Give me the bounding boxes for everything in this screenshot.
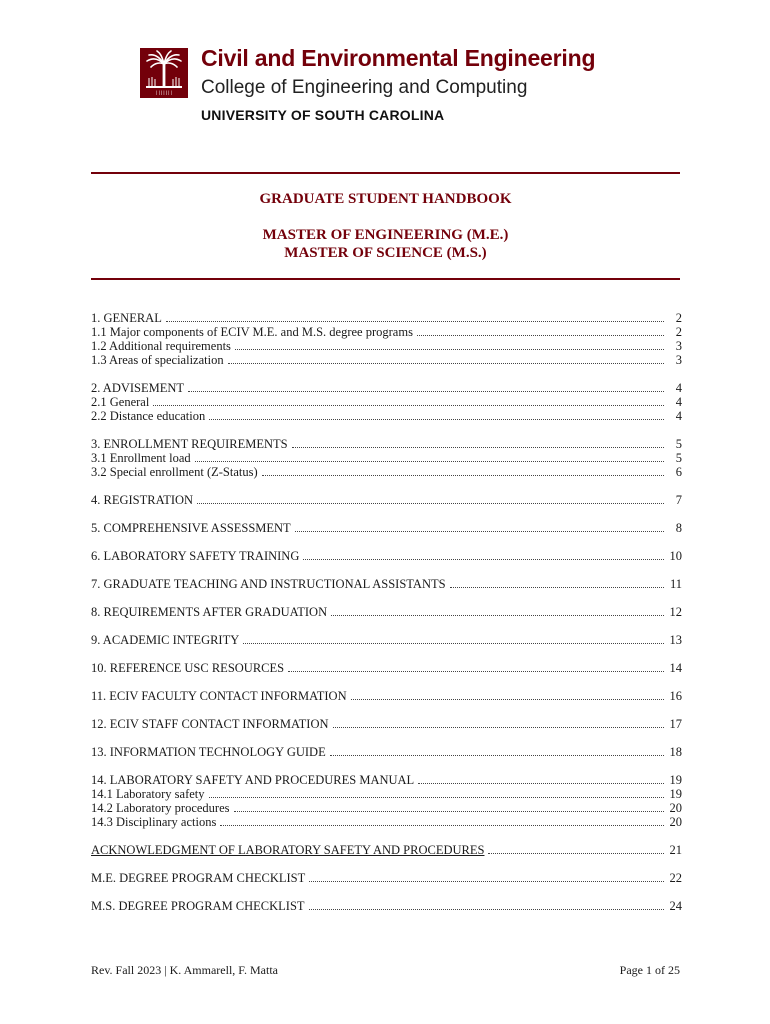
toc-entry[interactable] <box>91 311 682 325</box>
toc-entry-page: 13 <box>669 633 682 647</box>
toc-entry-page: 5 <box>675 437 682 451</box>
toc-entry[interactable] <box>91 493 682 507</box>
toc-entry-label: 11. ECIV FACULTY CONTACT INFORMATION <box>91 689 347 703</box>
toc-entry-page: 14 <box>669 661 682 675</box>
toc-entry-page: 21 <box>669 843 682 857</box>
toc-entry-label: 2. ADVISEMENT <box>91 381 185 395</box>
svg-text:| | | | | | |: | | | | | | | <box>156 90 172 95</box>
toc-leader-dots <box>195 451 664 462</box>
toc-entry[interactable] <box>91 899 682 913</box>
toc-entry-label: 4. REGISTRATION <box>91 493 194 507</box>
toc-leader-dots <box>234 801 665 812</box>
toc-entry[interactable] <box>91 801 682 815</box>
toc-entry-label: 7. GRADUATE TEACHING AND INSTRUCTIONAL ASSISTANTS <box>91 577 446 591</box>
toc-entry-label: ACKNOWLEDGMENT OF LABORATORY SAFETY AND PROCEDURES <box>91 843 485 857</box>
toc-entry[interactable] <box>91 521 682 535</box>
toc-leader-dots <box>209 787 664 798</box>
toc-leader-dots <box>153 395 664 406</box>
toc-entry[interactable] <box>91 689 682 703</box>
toc-entry-label: 14.1 Laboratory safety <box>91 787 205 801</box>
toc-leader-dots <box>309 871 664 882</box>
toc-entry-page: 11 <box>669 577 682 591</box>
toc-entry-label: 13. INFORMATION TECHNOLOGY GUIDE <box>91 745 326 759</box>
toc-entry-page: 20 <box>669 815 682 829</box>
toc-leader-dots <box>228 353 664 364</box>
toc-entry-page: 8 <box>675 521 682 535</box>
toc-entry-label: 3.1 Enrollment load <box>91 451 191 465</box>
toc-entry[interactable] <box>91 325 682 339</box>
toc-entry[interactable] <box>91 843 682 857</box>
toc-entry-label: 1. GENERAL <box>91 311 162 325</box>
toc-leader-dots <box>417 325 664 336</box>
toc-entry-page: 19 <box>669 773 682 787</box>
toc-entry[interactable] <box>91 339 682 353</box>
toc-entry-label: M.E. DEGREE PROGRAM CHECKLIST <box>91 871 306 885</box>
toc-leader-dots <box>235 339 664 350</box>
toc-entry[interactable] <box>91 745 682 759</box>
toc-entry-page: 18 <box>669 745 682 759</box>
toc-entry-page: 20 <box>669 801 682 815</box>
toc-entry-page: 2 <box>675 311 682 325</box>
toc-entry-label: 9. ACADEMIC INTEGRITY <box>91 633 240 647</box>
toc-leader-dots <box>209 409 664 420</box>
toc-entry-label: 3. ENROLLMENT REQUIREMENTS <box>91 437 288 451</box>
toc-entry[interactable] <box>91 577 682 591</box>
toc-entry[interactable] <box>91 605 682 619</box>
toc-entry[interactable] <box>91 773 682 787</box>
toc-leader-dots <box>262 465 664 476</box>
toc-leader-dots <box>333 717 665 728</box>
toc-entry-label: 10. REFERENCE USC RESOURCES <box>91 661 285 675</box>
toc-entry-label: 8. REQUIREMENTS AFTER GRADUATION <box>91 605 328 619</box>
toc-entry[interactable] <box>91 815 682 829</box>
toc-entry[interactable] <box>91 409 682 423</box>
toc-leader-dots <box>197 493 664 504</box>
toc-entry-page: 16 <box>669 689 682 703</box>
toc-entry-label: 3.2 Special enrollment (Z-Status) <box>91 465 258 479</box>
toc-entry-page: 2 <box>675 325 682 339</box>
toc-leader-dots <box>220 815 664 826</box>
toc-entry-page: 17 <box>669 717 682 731</box>
page-header <box>140 45 660 125</box>
toc-entry[interactable] <box>91 437 682 451</box>
degree-me-title: MASTER OF ENGINEERING (M.E.) <box>262 227 509 243</box>
toc-entry-page: 3 <box>675 353 682 367</box>
toc-entry-label: 12. ECIV STAFF CONTACT INFORMATION <box>91 717 329 731</box>
toc-entry-label: 14.2 Laboratory procedures <box>91 801 230 815</box>
toc-entry[interactable] <box>91 451 682 465</box>
toc-entry[interactable] <box>91 717 682 731</box>
toc-entry-page: 6 <box>675 465 682 479</box>
toc-leader-dots <box>292 437 664 448</box>
toc-entry-page: 24 <box>669 899 682 913</box>
toc-entry[interactable] <box>91 381 682 395</box>
toc-entry[interactable] <box>91 465 682 479</box>
degree-ms-title: MASTER OF SCIENCE (M.S.) <box>284 245 487 261</box>
toc-entry-label: M.S. DEGREE PROGRAM CHECKLIST <box>91 899 305 913</box>
top-divider <box>91 172 680 174</box>
handbook-title: GRADUATE STUDENT HANDBOOK <box>259 191 512 207</box>
toc-leader-dots <box>303 549 664 560</box>
toc-entry-page: 12 <box>669 605 682 619</box>
palmetto-tree-icon <box>140 48 188 98</box>
department-name: Civil and Environmental Engineering <box>201 45 596 71</box>
toc-entry-label: 1.3 Areas of specialization <box>91 353 224 367</box>
toc-entry-page: 22 <box>669 871 682 885</box>
toc-entry-label: 2.2 Distance education <box>91 409 206 423</box>
toc-leader-dots <box>309 899 664 910</box>
toc-entry[interactable] <box>91 661 682 675</box>
toc-entry-label: 14.3 Disciplinary actions <box>91 815 217 829</box>
toc-entry-label: 1.1 Major components of ECIV M.E. and M.S. degree programs <box>91 325 413 339</box>
toc-entry-page: 19 <box>669 787 682 801</box>
toc-entry[interactable] <box>91 549 682 563</box>
toc-leader-dots <box>330 745 664 756</box>
toc-leader-dots <box>243 633 664 644</box>
toc-entry-page: 4 <box>675 395 682 409</box>
toc-leader-dots <box>295 521 664 532</box>
toc-entry-label: 14. LABORATORY SAFETY AND PROCEDURES MANUAL <box>91 773 415 787</box>
college-name: College of Engineering and Computing <box>201 77 528 98</box>
toc-leader-dots <box>488 843 664 854</box>
toc-entry-label: 1.2 Additional requirements <box>91 339 231 353</box>
toc-leader-dots <box>288 661 664 672</box>
toc-entry-page: 10 <box>669 549 682 563</box>
toc-entry[interactable] <box>91 395 682 409</box>
toc-leader-dots <box>450 577 664 588</box>
toc-entry-page: 4 <box>675 381 682 395</box>
toc-leader-dots <box>331 605 664 616</box>
toc-entry[interactable] <box>91 787 682 801</box>
toc-entry-label: 5. COMPREHENSIVE ASSESSMENT <box>91 521 291 535</box>
toc-entry-label: 2.1 General <box>91 395 150 409</box>
toc-entry-page: 5 <box>675 451 682 465</box>
toc-entry-page: 4 <box>675 409 682 423</box>
toc-leader-dots <box>188 381 664 392</box>
toc-leader-dots <box>351 689 664 700</box>
university-name: UNIVERSITY OF SOUTH CAROLINA <box>201 107 445 123</box>
toc-leader-dots <box>166 311 664 322</box>
toc-entry-label: 6. LABORATORY SAFETY TRAINING <box>91 549 300 563</box>
toc-entry[interactable] <box>91 353 682 367</box>
toc-entry[interactable] <box>91 871 682 885</box>
toc-entry[interactable] <box>91 633 682 647</box>
footer-page-number: Page 1 of 25 <box>619 963 680 977</box>
footer-revision: Rev. Fall 2023 | K. Ammarell, F. Matta <box>91 963 278 977</box>
toc-entry-page: 7 <box>675 493 682 507</box>
toc-entry-page: 3 <box>675 339 682 353</box>
bottom-divider <box>91 278 680 280</box>
toc-leader-dots <box>418 773 664 784</box>
